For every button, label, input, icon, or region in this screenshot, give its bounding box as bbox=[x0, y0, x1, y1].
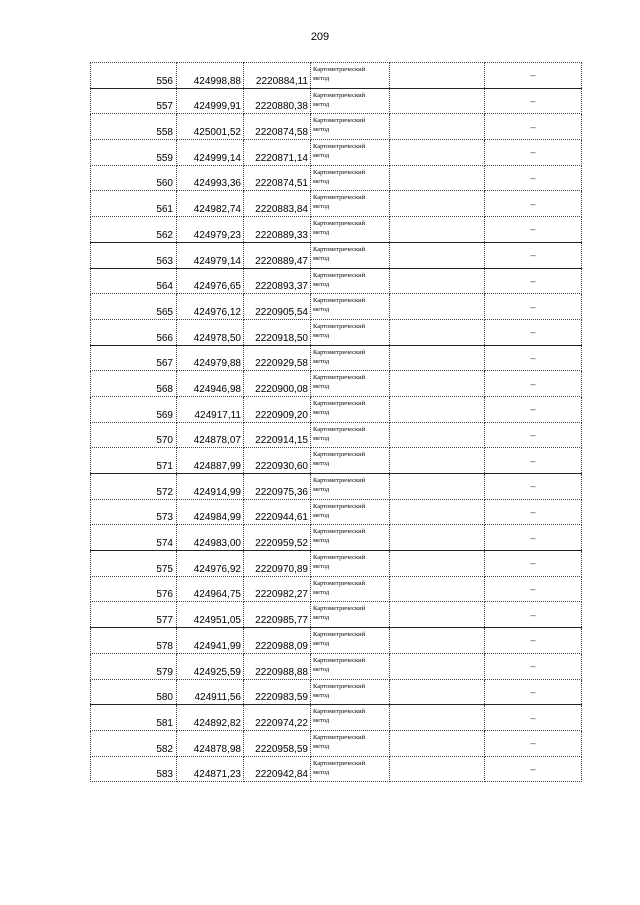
x-coordinate-cell: 424982,74 bbox=[177, 191, 244, 217]
method-text-line2: метод bbox=[313, 126, 330, 134]
method-text-line1: Картометрический bbox=[313, 554, 366, 562]
method-text-line2: метод bbox=[313, 563, 330, 571]
table-row bbox=[91, 88, 582, 114]
method-text-line2: метод bbox=[313, 537, 330, 545]
table-row bbox=[91, 63, 582, 89]
y-coordinate-cell: 2220930,60 bbox=[244, 448, 311, 474]
dash-cell: – bbox=[485, 191, 582, 217]
method-text-line2: метод bbox=[313, 511, 330, 519]
method-text-line1: Картометрический bbox=[313, 451, 366, 459]
y-coordinate-cell: 2220918,50 bbox=[244, 319, 311, 345]
method-text-line2: метод bbox=[313, 717, 330, 725]
table-row bbox=[91, 576, 582, 602]
dash-cell: – bbox=[485, 705, 582, 731]
method-text-line2: метод bbox=[313, 434, 330, 442]
method-cell bbox=[311, 474, 390, 500]
method-cell bbox=[311, 268, 390, 294]
method-text-line2: метод bbox=[313, 408, 330, 416]
point-number-cell: 579 bbox=[91, 653, 177, 679]
dash-cell: – bbox=[485, 345, 582, 371]
dash-cell: – bbox=[485, 217, 582, 243]
x-coordinate-cell: 424978,50 bbox=[177, 319, 244, 345]
method-text-line2: метод bbox=[313, 306, 330, 314]
method-text-line1: Картометрический bbox=[313, 194, 366, 202]
point-number-cell: 580 bbox=[91, 679, 177, 705]
page-number: 209 bbox=[310, 31, 330, 43]
method-text-line1: Картометрический bbox=[313, 759, 366, 767]
method-text-line1: Картометрический bbox=[313, 605, 366, 613]
dash-cell: – bbox=[485, 653, 582, 679]
empty-cell bbox=[390, 474, 485, 500]
y-coordinate-cell: 2220874,58 bbox=[244, 114, 311, 140]
dash-cell: – bbox=[485, 422, 582, 448]
empty-cell bbox=[390, 140, 485, 166]
y-coordinate-cell: 2220909,20 bbox=[244, 396, 311, 422]
method-cell bbox=[311, 319, 390, 345]
x-coordinate-cell: 424993,36 bbox=[177, 165, 244, 191]
method-cell bbox=[311, 448, 390, 474]
x-coordinate-cell: 424976,12 bbox=[177, 294, 244, 320]
empty-cell bbox=[390, 191, 485, 217]
x-coordinate-cell: 424925,59 bbox=[177, 653, 244, 679]
method-cell bbox=[311, 499, 390, 525]
empty-cell bbox=[390, 217, 485, 243]
method-text-line1: Картометрический bbox=[313, 271, 366, 279]
method-text-line1: Картометрический bbox=[313, 297, 366, 305]
y-coordinate-cell: 2220942,84 bbox=[244, 756, 311, 782]
method-text-line1: Картометрический bbox=[313, 631, 366, 639]
empty-cell bbox=[390, 602, 485, 628]
y-coordinate-cell: 2220871,14 bbox=[244, 140, 311, 166]
point-number-cell: 576 bbox=[91, 576, 177, 602]
dash-cell: – bbox=[485, 63, 582, 89]
table-row bbox=[91, 705, 582, 731]
y-coordinate-cell: 2220975,36 bbox=[244, 474, 311, 500]
coordinates-table-body bbox=[91, 63, 582, 782]
point-number-cell: 568 bbox=[91, 371, 177, 397]
dash-cell: – bbox=[485, 576, 582, 602]
point-number-cell: 570 bbox=[91, 422, 177, 448]
x-coordinate-cell: 424941,99 bbox=[177, 628, 244, 654]
method-text-line2: метод bbox=[313, 742, 330, 750]
empty-cell bbox=[390, 551, 485, 577]
dash-cell: – bbox=[485, 371, 582, 397]
empty-cell bbox=[390, 63, 485, 89]
point-number-cell: 564 bbox=[91, 268, 177, 294]
method-text-line1: Картометрический bbox=[313, 117, 366, 125]
method-text-line1: Картометрический bbox=[313, 399, 366, 407]
table-row bbox=[91, 396, 582, 422]
y-coordinate-cell: 2220880,38 bbox=[244, 88, 311, 114]
method-cell bbox=[311, 576, 390, 602]
x-coordinate-cell: 424979,88 bbox=[177, 345, 244, 371]
dash-cell: – bbox=[485, 679, 582, 705]
point-number-cell: 558 bbox=[91, 114, 177, 140]
y-coordinate-cell: 2220988,09 bbox=[244, 628, 311, 654]
dash-cell: – bbox=[485, 242, 582, 268]
method-text-line1: Картометрический bbox=[313, 374, 366, 382]
method-text-line2: метод bbox=[313, 100, 330, 108]
x-coordinate-cell: 424964,75 bbox=[177, 576, 244, 602]
method-text-line1: Картометрический bbox=[313, 348, 366, 356]
method-text-line1: Картометрический bbox=[313, 322, 366, 330]
x-coordinate-cell: 424946,98 bbox=[177, 371, 244, 397]
dash-cell: – bbox=[485, 730, 582, 756]
x-coordinate-cell: 424998,88 bbox=[177, 63, 244, 89]
method-text-line2: метод bbox=[313, 203, 330, 211]
dash-cell: – bbox=[485, 114, 582, 140]
table-row bbox=[91, 653, 582, 679]
x-coordinate-cell: 424976,92 bbox=[177, 551, 244, 577]
empty-cell bbox=[390, 294, 485, 320]
point-number-cell: 571 bbox=[91, 448, 177, 474]
y-coordinate-cell: 2220983,59 bbox=[244, 679, 311, 705]
point-number-cell: 582 bbox=[91, 730, 177, 756]
point-number-cell: 569 bbox=[91, 396, 177, 422]
dash-cell: – bbox=[485, 602, 582, 628]
table-row bbox=[91, 140, 582, 166]
method-text-line2: метод bbox=[313, 665, 330, 673]
y-coordinate-cell: 2220974,22 bbox=[244, 705, 311, 731]
table-row bbox=[91, 602, 582, 628]
dash-cell: – bbox=[485, 474, 582, 500]
y-coordinate-cell: 2220985,77 bbox=[244, 602, 311, 628]
point-number-cell: 574 bbox=[91, 525, 177, 551]
empty-cell bbox=[390, 371, 485, 397]
point-number-cell: 573 bbox=[91, 499, 177, 525]
empty-cell bbox=[390, 396, 485, 422]
method-cell bbox=[311, 653, 390, 679]
method-cell bbox=[311, 551, 390, 577]
table-row bbox=[91, 474, 582, 500]
table-row bbox=[91, 628, 582, 654]
table-row bbox=[91, 268, 582, 294]
table-row bbox=[91, 499, 582, 525]
method-cell bbox=[311, 679, 390, 705]
x-coordinate-cell: 424999,91 bbox=[177, 88, 244, 114]
x-coordinate-cell: 424878,98 bbox=[177, 730, 244, 756]
y-coordinate-cell: 2220893,37 bbox=[244, 268, 311, 294]
method-cell bbox=[311, 217, 390, 243]
point-number-cell: 566 bbox=[91, 319, 177, 345]
method-cell bbox=[311, 345, 390, 371]
x-coordinate-cell: 424917,11 bbox=[177, 396, 244, 422]
method-text-line1: Картометрический bbox=[313, 579, 366, 587]
table-row bbox=[91, 371, 582, 397]
point-number-cell: 575 bbox=[91, 551, 177, 577]
method-text-line1: Картометрический bbox=[313, 91, 366, 99]
empty-cell bbox=[390, 730, 485, 756]
method-text-line2: метод bbox=[313, 691, 330, 699]
empty-cell bbox=[390, 319, 485, 345]
dash-cell: – bbox=[485, 525, 582, 551]
table-row bbox=[91, 551, 582, 577]
y-coordinate-cell: 2220959,52 bbox=[244, 525, 311, 551]
method-text-line2: метод bbox=[313, 229, 330, 237]
method-cell bbox=[311, 294, 390, 320]
method-text-line1: Картометрический bbox=[313, 477, 366, 484]
x-coordinate-cell: 424914,99 bbox=[177, 474, 244, 500]
y-coordinate-cell: 2220944,61 bbox=[244, 499, 311, 525]
dash-cell: – bbox=[485, 756, 582, 782]
empty-cell bbox=[390, 756, 485, 782]
method-cell bbox=[311, 191, 390, 217]
table-row bbox=[91, 165, 582, 191]
method-cell bbox=[311, 140, 390, 166]
table-row bbox=[91, 756, 582, 782]
x-coordinate-cell: 424979,14 bbox=[177, 242, 244, 268]
y-coordinate-cell: 2220889,47 bbox=[244, 242, 311, 268]
x-coordinate-cell: 424878,07 bbox=[177, 422, 244, 448]
dash-cell: – bbox=[485, 551, 582, 577]
method-text-line2: метод bbox=[313, 640, 330, 648]
method-cell bbox=[311, 730, 390, 756]
method-text-line2: метод bbox=[313, 486, 330, 493]
point-number-cell: 583 bbox=[91, 756, 177, 782]
dash-cell: – bbox=[485, 294, 582, 320]
empty-cell bbox=[390, 422, 485, 448]
table-row bbox=[91, 730, 582, 756]
x-coordinate-cell: 424976,65 bbox=[177, 268, 244, 294]
method-cell bbox=[311, 88, 390, 114]
empty-cell bbox=[390, 114, 485, 140]
table-row bbox=[91, 191, 582, 217]
method-text-line1: Картометрический bbox=[313, 66, 366, 73]
method-text-line2: метод bbox=[313, 280, 330, 288]
y-coordinate-cell: 2220988,88 bbox=[244, 653, 311, 679]
point-number-cell: 560 bbox=[91, 165, 177, 191]
y-coordinate-cell: 2220958,59 bbox=[244, 730, 311, 756]
point-number-cell: 565 bbox=[91, 294, 177, 320]
method-text-line2: метод bbox=[313, 460, 330, 468]
point-number-cell: 557 bbox=[91, 88, 177, 114]
method-text-line2: метод bbox=[313, 152, 330, 160]
x-coordinate-cell: 424999,14 bbox=[177, 140, 244, 166]
dash-cell: – bbox=[485, 448, 582, 474]
method-cell bbox=[311, 371, 390, 397]
method-text-line1: Картометрический bbox=[313, 502, 366, 510]
point-number-cell: 562 bbox=[91, 217, 177, 243]
method-cell bbox=[311, 63, 390, 89]
point-number-cell: 561 bbox=[91, 191, 177, 217]
point-number-cell: 578 bbox=[91, 628, 177, 654]
point-number-cell: 577 bbox=[91, 602, 177, 628]
empty-cell bbox=[390, 576, 485, 602]
dash-cell: – bbox=[485, 628, 582, 654]
method-text-line1: Картометрический bbox=[313, 682, 366, 690]
method-text-line1: Картометрический bbox=[313, 220, 366, 228]
point-number-cell: 556 bbox=[91, 63, 177, 89]
method-text-line1: Картометрический bbox=[313, 656, 366, 664]
empty-cell bbox=[390, 268, 485, 294]
method-text-line2: метод bbox=[313, 254, 330, 262]
method-cell bbox=[311, 628, 390, 654]
y-coordinate-cell: 2220889,33 bbox=[244, 217, 311, 243]
x-coordinate-cell: 424984,99 bbox=[177, 499, 244, 525]
x-coordinate-cell: 424887,99 bbox=[177, 448, 244, 474]
empty-cell bbox=[390, 88, 485, 114]
dash-cell: – bbox=[485, 165, 582, 191]
y-coordinate-cell: 2220883,84 bbox=[244, 191, 311, 217]
table-row bbox=[91, 217, 582, 243]
point-number-cell: 563 bbox=[91, 242, 177, 268]
table-row bbox=[91, 319, 582, 345]
method-text-line1: Картометрический bbox=[313, 143, 366, 151]
dash-cell: – bbox=[485, 268, 582, 294]
table-row bbox=[91, 294, 582, 320]
table-row bbox=[91, 242, 582, 268]
method-cell bbox=[311, 756, 390, 782]
y-coordinate-cell: 2220884,11 bbox=[244, 63, 311, 89]
empty-cell bbox=[390, 242, 485, 268]
y-coordinate-cell: 2220970,89 bbox=[244, 551, 311, 577]
y-coordinate-cell: 2220874,51 bbox=[244, 165, 311, 191]
empty-cell bbox=[390, 679, 485, 705]
x-coordinate-cell: 424892,82 bbox=[177, 705, 244, 731]
dash-cell: – bbox=[485, 396, 582, 422]
method-text-line1: Картометрический bbox=[313, 425, 366, 433]
table-row bbox=[91, 422, 582, 448]
dash-cell: – bbox=[485, 499, 582, 525]
empty-cell bbox=[390, 345, 485, 371]
table-row bbox=[91, 345, 582, 371]
point-number-cell: 567 bbox=[91, 345, 177, 371]
method-text-line2: метод bbox=[313, 177, 330, 185]
empty-cell bbox=[390, 165, 485, 191]
x-coordinate-cell: 424983,00 bbox=[177, 525, 244, 551]
coordinates-table bbox=[90, 62, 582, 782]
method-cell bbox=[311, 242, 390, 268]
method-cell bbox=[311, 396, 390, 422]
dash-cell: – bbox=[485, 140, 582, 166]
method-text-line2: метод bbox=[313, 75, 330, 82]
method-text-line1: Картометрический bbox=[313, 708, 366, 716]
method-cell bbox=[311, 705, 390, 731]
method-text-line1: Картометрический bbox=[313, 245, 366, 253]
x-coordinate-cell: 424871,23 bbox=[177, 756, 244, 782]
method-cell bbox=[311, 165, 390, 191]
table-row bbox=[91, 448, 582, 474]
method-cell bbox=[311, 114, 390, 140]
method-text-line2: метод bbox=[313, 588, 330, 596]
point-number-cell: 581 bbox=[91, 705, 177, 731]
table-row bbox=[91, 525, 582, 551]
y-coordinate-cell: 2220900,08 bbox=[244, 371, 311, 397]
point-number-cell: 559 bbox=[91, 140, 177, 166]
method-text-line2: метод bbox=[313, 768, 330, 776]
method-cell bbox=[311, 525, 390, 551]
table-row bbox=[91, 679, 582, 705]
empty-cell bbox=[390, 653, 485, 679]
method-text-line1: Картометрический bbox=[313, 168, 366, 176]
method-text-line2: метод bbox=[313, 357, 330, 365]
empty-cell bbox=[390, 628, 485, 654]
x-coordinate-cell: 424911,56 bbox=[177, 679, 244, 705]
method-text-line1: Картометрический bbox=[313, 528, 366, 536]
empty-cell bbox=[390, 525, 485, 551]
dash-cell: – bbox=[485, 319, 582, 345]
dash-cell: – bbox=[485, 88, 582, 114]
method-text-line1: Картометрический bbox=[313, 733, 366, 741]
y-coordinate-cell: 2220914,15 bbox=[244, 422, 311, 448]
method-text-line2: метод bbox=[313, 331, 330, 339]
x-coordinate-cell: 424979,23 bbox=[177, 217, 244, 243]
y-coordinate-cell: 2220982,27 bbox=[244, 576, 311, 602]
empty-cell bbox=[390, 448, 485, 474]
y-coordinate-cell: 2220929,58 bbox=[244, 345, 311, 371]
method-text-line2: метод bbox=[313, 383, 330, 391]
x-coordinate-cell: 425001,52 bbox=[177, 114, 244, 140]
x-coordinate-cell: 424951,05 bbox=[177, 602, 244, 628]
table-row bbox=[91, 114, 582, 140]
method-cell bbox=[311, 422, 390, 448]
empty-cell bbox=[390, 705, 485, 731]
method-text-line2: метод bbox=[313, 614, 330, 622]
point-number-cell: 572 bbox=[91, 474, 177, 500]
y-coordinate-cell: 2220905,54 bbox=[244, 294, 311, 320]
empty-cell bbox=[390, 499, 485, 525]
method-cell bbox=[311, 602, 390, 628]
